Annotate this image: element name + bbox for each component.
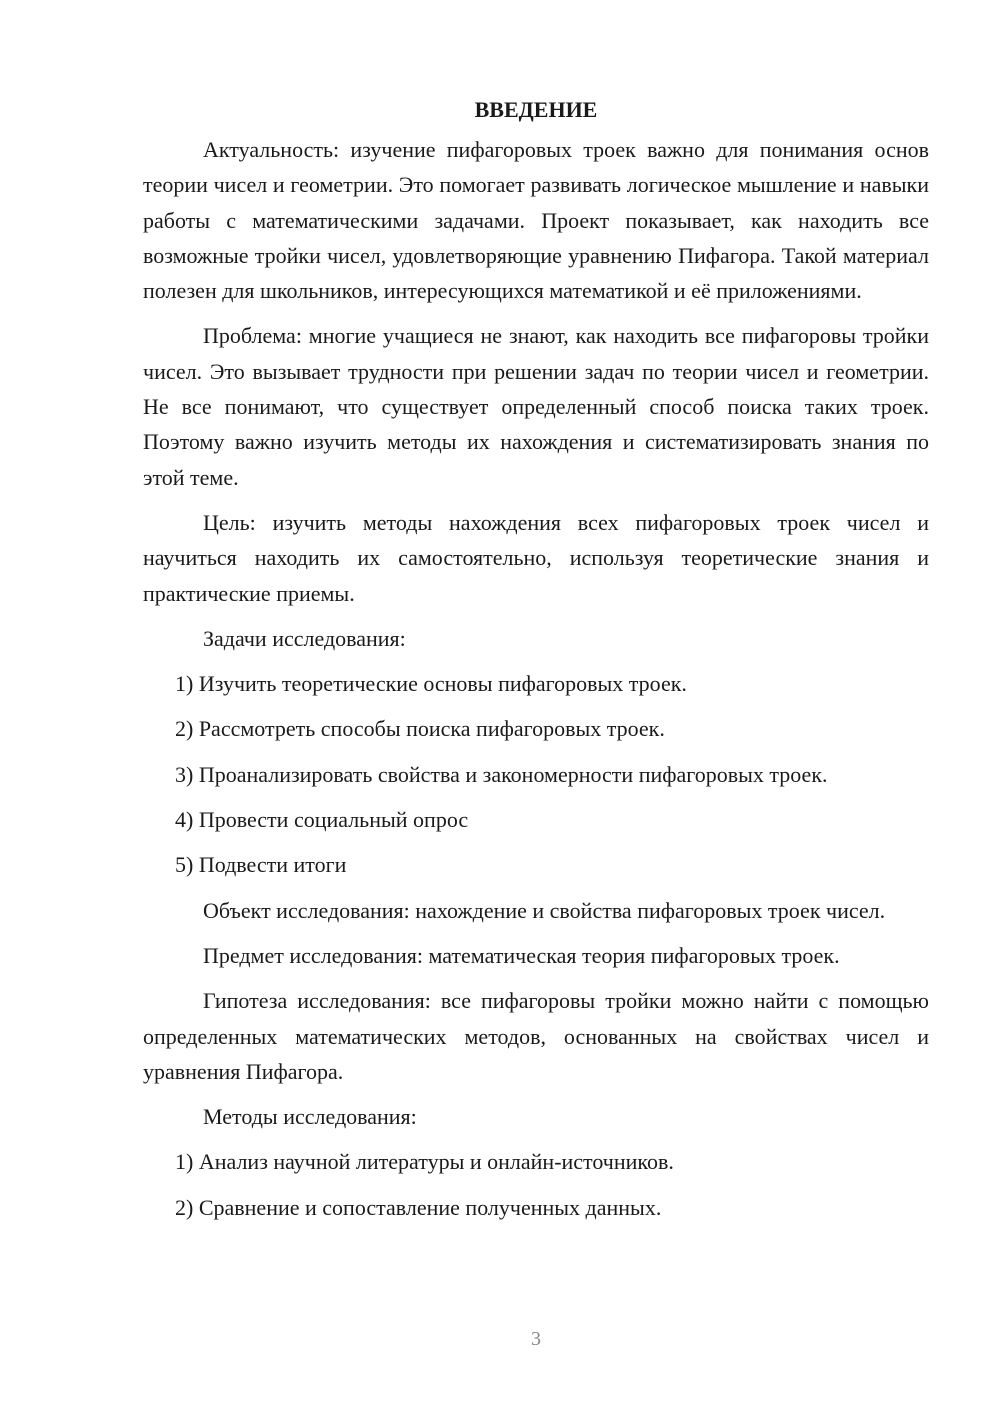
list-item: 2) Рассмотреть способы поиска пифагоровых троек. (175, 716, 665, 742)
methods-heading: Методы исследования: (203, 1104, 417, 1130)
object-paragraph: Объект исследования: нахождение и свойства пифагоровых троек чисел. (203, 897, 886, 923)
list-item: 2) Сравнение и сопоставление полученных данных. (175, 1194, 662, 1220)
list-item: 1) Изучить теоретические основы пифагоровых троек. (175, 671, 687, 697)
methods-list (143, 1144, 929, 1225)
problem-paragraph: Проблема: многие учащиеся не знают, как находить все пифагоровы тройки чисел. Это вызывает трудности при решении задач по теории чисел и геометрии. Не все понимают, что существует определенный способ поиска таких троек. Поэтому важно изучить методы их нахождения и систематизировать знания по этой теме. (143, 323, 929, 490)
list-item: 3) Проанализировать свойства и закономерности пифагоровых троек. (175, 761, 828, 787)
list-item: 5) Подвести итоги (175, 852, 347, 878)
tasks-list (143, 666, 929, 882)
subject-paragraph: Предмет исследования: математическая теория пифагоровых троек. (203, 942, 840, 968)
document-page (143, 92, 929, 1235)
list-item: 4) Провести социальный опрос (175, 807, 469, 833)
tasks-heading: Задачи исследования: (203, 625, 406, 651)
list-item: 1) Анализ научной литературы и онлайн-источников. (175, 1149, 674, 1175)
page-number: 3 (531, 1328, 541, 1350)
section-title: ВВЕДЕНИЕ (474, 97, 598, 122)
hypothesis-paragraph: Гипотеза исследования: все пифагоровы тройки можно найти с помощью определенных математических методов, основанных на свойствах чисел и уравнения Пифагора. (143, 988, 929, 1084)
relevance-paragraph: Актуальность: изучение пифагоровых троек важно для понимания основ теории чисел и геометрии. Это помогает развивать логическое мышление и навыки работы с математическими задачами. Проект показывает, как находить все возможные тройки чисел, удовлетворяющие уравнению Пифагора. Такой материал полезен для школьников, интересующихся математикой и её приложениями. (143, 137, 929, 304)
goal-paragraph: Цель: изучить методы нахождения всех пифагоровых троек чисел и научиться находить их самостоятельно, используя теоретические знания и практические приемы. (143, 509, 929, 606)
